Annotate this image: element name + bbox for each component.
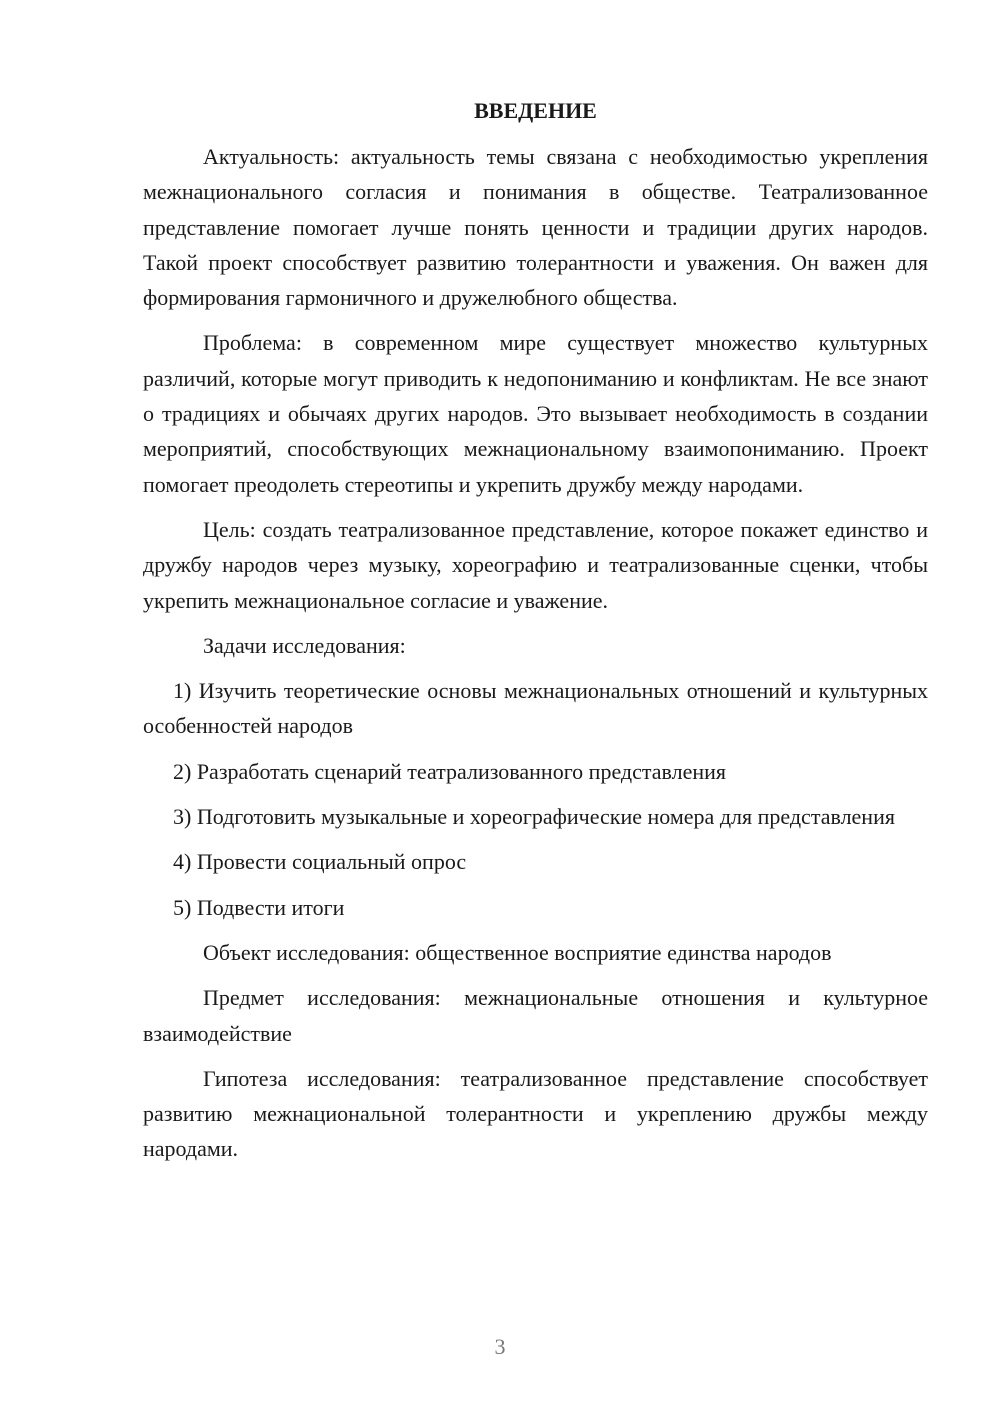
paragraph-goal: Цель: создать театрализованное представление, которое покажет единство и дружбу народов через музыку, хореографию и театрализованные сценки, чтобы укрепить межнациональное согласие и уважение.: [143, 516, 928, 613]
tasks-heading: Задачи исследования:: [203, 632, 406, 658]
task-item: 3) Подготовить музыкальные и хореографические номера для представления: [173, 804, 895, 830]
paragraph-problem: Проблема: в современном мире существует множество культурных различий, которые могут приводить к недопониманию и конфликтам. Не все знают о традициях и обычаях других народов. Это вызывает необходимость в создании мероприятий, способствующих межнациональному взаимопониманию. Проект помогает преодолеть стереотипы и укрепить дружбу между народами.: [143, 330, 928, 497]
task-item: 4) Провести социальный опрос: [173, 849, 467, 875]
page-title: ВВЕДЕНИЕ: [474, 98, 597, 123]
task-item: 2) Разработать сценарий театрализованного представления: [173, 758, 727, 784]
paragraph-subject: Предмет исследования: межнациональные отношения и культурное взаимодействие: [143, 985, 928, 1046]
page-number: 3: [494, 1334, 506, 1359]
paragraph-relevance: Актуальность: актуальность темы связана с необходимостью укрепления межнационального согласия и понимания в обществе. Театрализованное представление помогает лучше понять ценности и традиции других народов. Такой проект способствует развитию толерантности и уважения. Он важен для формирования гармоничного и дружелюбного общества.: [143, 144, 928, 311]
page-content: [143, 96, 928, 1177]
task-item: 1) Изучить теоретические основы межнациональных отношений и культурных особенностей народов: [143, 678, 928, 739]
task-item: 5) Подвести итоги: [173, 894, 345, 920]
paragraph-hypothesis: Гипотеза исследования: театрализованное представление способствует развитию межнациональной толерантности и укреплению дружбы между народами.: [143, 1065, 928, 1162]
paragraph-object: Объект исследования: общественное восприятие единства народов: [203, 939, 832, 965]
